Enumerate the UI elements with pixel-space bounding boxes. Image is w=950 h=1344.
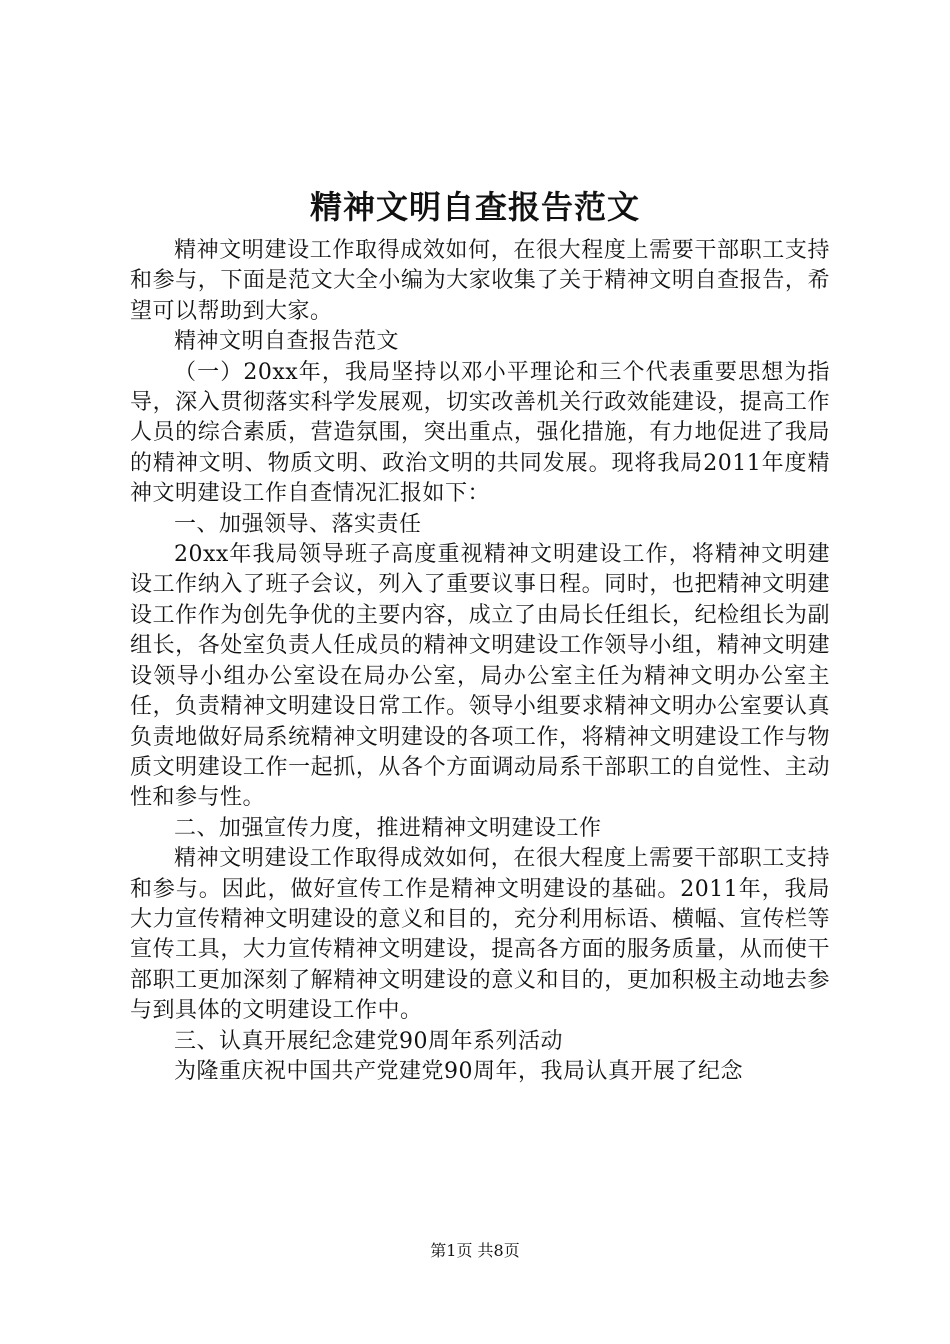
body-paragraph: 20xx年我局领导班子高度重视精神文明建设工作，将精神文明建设工作纳入了班子会议，列入了重要议事日程。同时，也把精神文明建设工作作为创先争优的主要内容，成立了由局长任组长，纪检组长为副组长，各处室负责人任成员的精神文明建设工作领导小组，精神文明建设领导小组办公室设在局办公室，局办公室主任为精神文明办公室主任，负责精神文明建设日常工作。领导小组要求精神文明办公室要认真负责地做好局系统精神文明建设的各项工作，将精神文明建设工作与物质文明建设工作一起抓，从各个方面调动局系干部职工的自觉性、主动性和参与性。	[130, 542, 830, 811]
section-heading: 一、加强领导、落实责任	[174, 511, 422, 537]
body-paragraph: （一）20xx年，我局坚持以邓小平理论和三个代表重要思想为指导，深入贯彻落实科学发展观，切实改善机关行政效能建设，提高工作人员的综合素质，营造氛围，突出重点，强化措施，有力地促进了我局的精神文明、物质文明、政治文明的共同发展。现将我局2011年度精神文明建设工作自查情况汇报如下：	[130, 359, 830, 507]
section-heading: 二、加强宣传力度，推进精神文明建设工作	[174, 815, 602, 841]
intro-paragraph: 精神文明建设工作取得成效如何，在很大程度上需要干部职工支持和参与，下面是范文大全小编为大家收集了关于精神文明自查报告，希望可以帮助到大家。	[130, 238, 830, 324]
body-paragraph: 为隆重庆祝中国共产党建党90周年，我局认真开展了纪念	[174, 1058, 743, 1084]
page-footer: 第1页 共8页	[430, 1241, 520, 1260]
document-body	[130, 236, 830, 1087]
body-paragraph: 精神文明建设工作取得成效如何，在很大程度上需要干部职工支持和参与。因此，做好宣传工作是精神文明建设的基础。2011年，我局大力宣传精神文明建设的意义和目的，充分利用标语、横幅、宣传栏等宣传工具，大力宣传精神文明建设，提高各方面的服务质量，从而使干部职工更加深刻了解精神文明建设的意义和目的，更加积极主动地去参与到具体的文明建设工作中。	[130, 846, 830, 1024]
document-title: 精神文明自查报告范文	[309, 188, 640, 226]
section-heading: 精神文明自查报告范文	[174, 329, 400, 355]
section-heading: 三、认真开展纪念建党90周年系列活动	[174, 1028, 563, 1054]
